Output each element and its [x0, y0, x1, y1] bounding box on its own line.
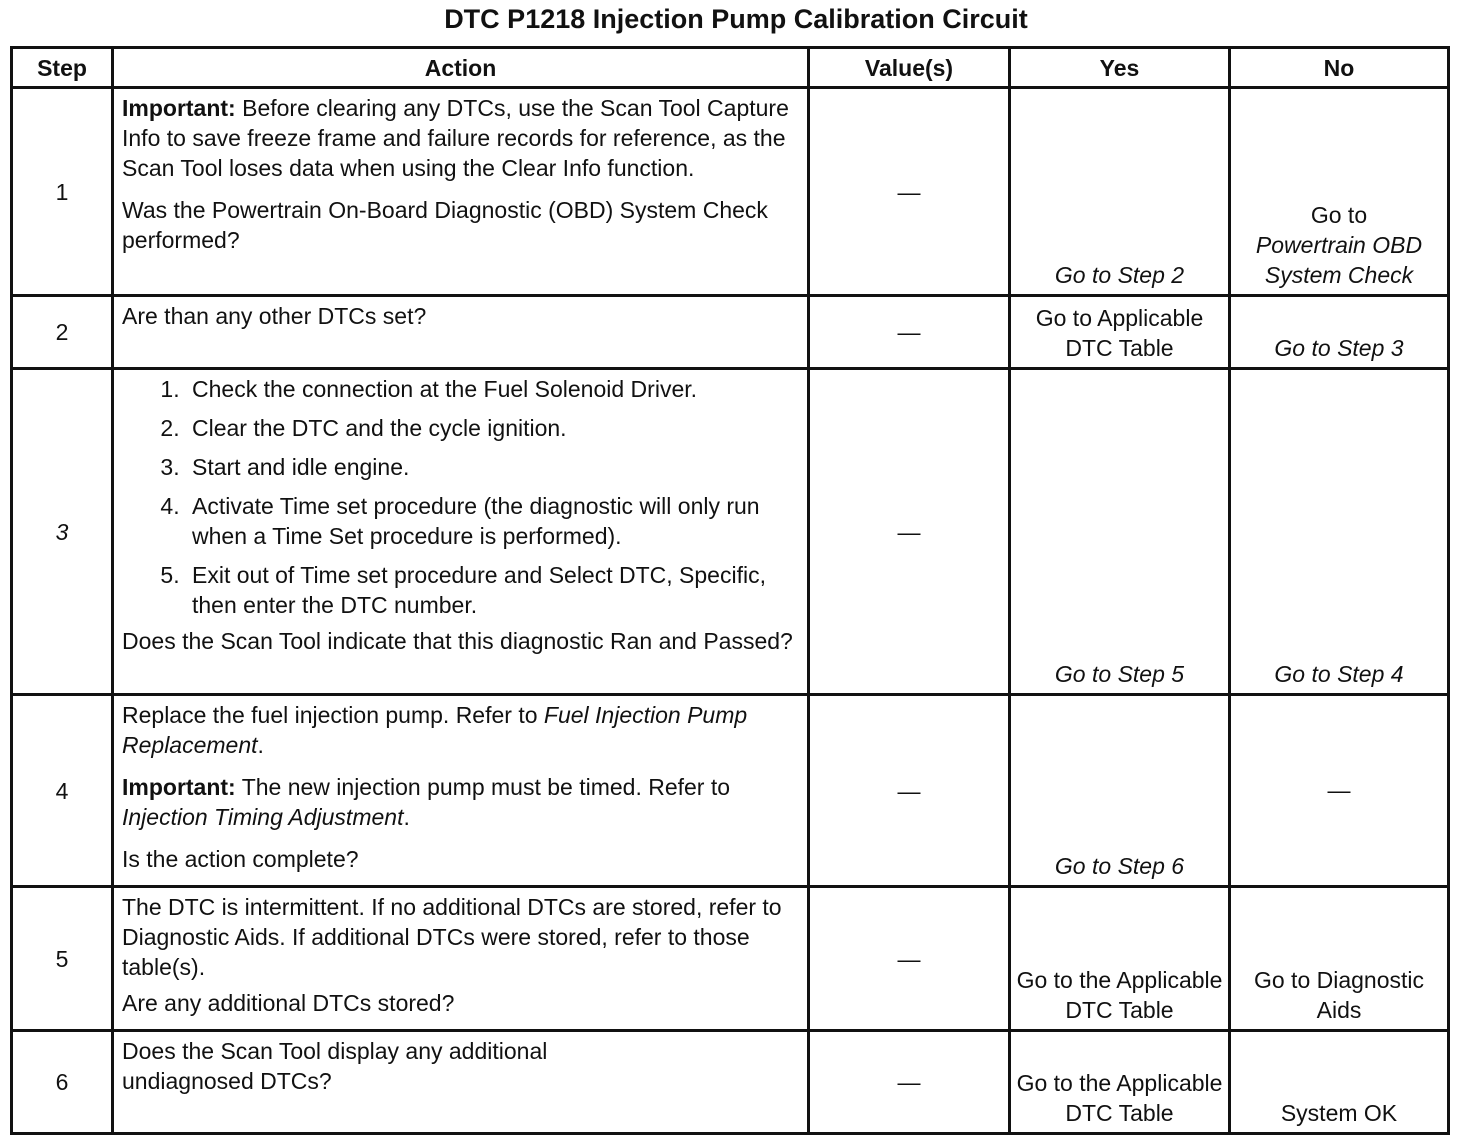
action-cell — [113, 296, 809, 369]
table-row — [12, 1031, 1449, 1134]
step-question: Does the Scan Tool indicate that this diagnostic Ran and Passed? — [122, 628, 793, 654]
important-end: . — [403, 804, 410, 830]
table-row — [12, 369, 1449, 695]
diagnostic-table — [10, 46, 1450, 1135]
list-item: 4. Activate Time set procedure (the diagnostic will only run when a Time Set procedure is performed). — [186, 491, 799, 551]
header-yes: Yes — [1010, 48, 1230, 88]
step-number: 6 — [12, 1031, 113, 1134]
important-text: The new injection pump must be timed. Refer to — [235, 774, 731, 800]
yes-link[interactable]: Go to Applicable DTC Table — [1010, 296, 1230, 369]
step-question: Are any additional DTCs stored? — [122, 990, 455, 1016]
no-cell — [1230, 88, 1449, 296]
no-prefix: Go to — [1310, 202, 1368, 228]
value-cell: — — [809, 1031, 1010, 1134]
value-cell: — — [809, 887, 1010, 1031]
value-cell: — — [809, 296, 1010, 369]
important-note — [122, 93, 799, 183]
no-cell: — — [1230, 695, 1449, 887]
step-question: Does the Scan Tool display any additional undiagnosed DTCs? — [122, 1038, 548, 1094]
important-label: Important: — [122, 95, 236, 121]
yes-link[interactable]: Go to the Applicable DTC Table — [1010, 1031, 1230, 1134]
list-item: 1. Check the connection at the Fuel Solenoid Driver. — [186, 374, 799, 404]
table-row — [12, 695, 1449, 887]
no-cell: System OK — [1230, 1031, 1449, 1134]
page-title: DTC P1218 Injection Pump Calibration Circuit — [444, 4, 1028, 34]
table-row — [12, 887, 1449, 1031]
replace-instruction — [122, 700, 799, 760]
list-item: 3. Start and idle engine. — [186, 452, 799, 482]
replace-end: . — [257, 732, 264, 758]
step-question: Was the Powertrain On-Board Diagnostic (OBD) System Check performed? — [122, 197, 768, 253]
important-label: Important: — [122, 774, 236, 800]
header-step: Step — [12, 48, 113, 88]
action-cell — [113, 695, 809, 887]
action-cell — [113, 1031, 809, 1134]
action-cell — [113, 369, 809, 695]
no-link[interactable]: Go to Step 3 — [1230, 296, 1449, 369]
list-item: 2. Clear the DTC and the cycle ignition. — [186, 413, 799, 443]
no-link[interactable]: Go to Diagnostic Aids — [1230, 887, 1449, 1031]
header-action: Action — [113, 48, 809, 88]
value-cell: — — [809, 695, 1010, 887]
step-number: 5 — [12, 887, 113, 1031]
replacement-procedure-link[interactable]: Fuel Injection Pump Replacement — [122, 702, 748, 758]
yes-link[interactable]: Go to Step 5 — [1010, 369, 1230, 695]
timing-adjustment-link[interactable]: Injection Timing Adjustment — [122, 804, 404, 830]
value-cell: — — [809, 369, 1010, 695]
replace-text: Replace the fuel injection pump. Refer to — [122, 702, 544, 728]
procedure-list — [122, 374, 799, 620]
yes-link[interactable]: Go to Step 2 — [1010, 88, 1230, 296]
important-note — [122, 772, 799, 832]
list-item: 5. Exit out of Time set procedure and Select DTC, Specific, then enter the DTC number. — [186, 560, 799, 620]
action-cell — [113, 88, 809, 296]
step-number: 4 — [12, 695, 113, 887]
table-row — [12, 296, 1449, 369]
table-row — [12, 88, 1449, 296]
table-header-row — [12, 48, 1449, 88]
step-number: 1 — [12, 88, 113, 296]
step-question: Is the action complete? — [122, 846, 359, 872]
action-cell — [113, 887, 809, 1031]
step-question: Are than any other DTCs set? — [122, 303, 427, 329]
step-text: The DTC is intermittent. If no additional DTCs are stored, refer to Diagnostic Aids. If additional DTCs were stored, refer to those table(s). — [122, 894, 782, 980]
header-values: Value(s) — [809, 48, 1010, 88]
step-number: 3 — [12, 369, 113, 695]
value-cell: — — [809, 88, 1010, 296]
header-no: No — [1230, 48, 1449, 88]
no-link[interactable]: Powertrain OBD System Check — [1255, 232, 1423, 288]
no-link[interactable]: Go to Step 4 — [1230, 369, 1449, 695]
yes-link[interactable]: Go to the Applicable DTC Table — [1010, 887, 1230, 1031]
step-number: 2 — [12, 296, 113, 369]
important-text: Before clearing any DTCs, use the Scan Tool Capture Info to save freeze frame and failure records for reference, as the Scan Tool loses data when using the Clear Info function. — [122, 95, 789, 181]
yes-link[interactable]: Go to Step 6 — [1010, 695, 1230, 887]
